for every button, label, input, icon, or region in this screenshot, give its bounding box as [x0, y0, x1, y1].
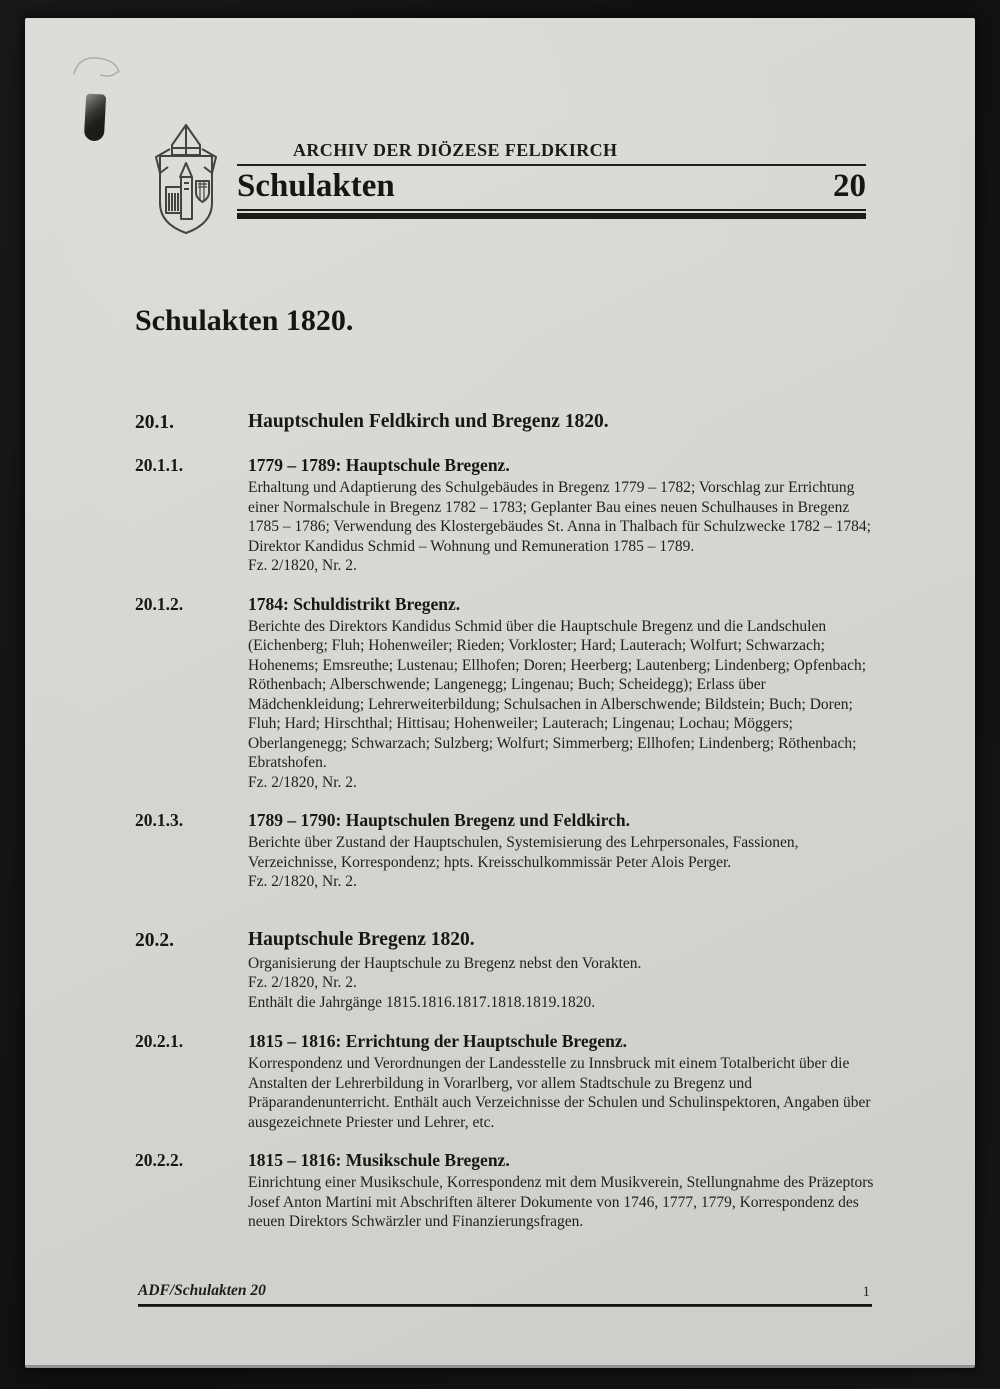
collection-title: Schulakten: [237, 168, 395, 204]
pencil-scribble-mark: [71, 54, 127, 84]
section-paragraph: Berichte des Direktors Kandidus Schmid über die Hauptschule Bregenz und die Landschulen (Eichenberg; Fluh; Hohenweiler; Rieden; Vorkloster; Hard; Lauterach; Wolfurt; Schwarzach; Hohenems; Emsreuthe; Lustenau; Ellhofen; Doren; Heerberg; Lautenberg; Lindenberg; Opfenbach; Röthenbach; Alberschwende; Langenegg; Lingenau; Buch; Scheidegg); Erlass über Mädchenkleidung; Lehrerweiterbildung; Schulsachen in Alberschwende; Bildstein; Buch; Doren; Fluh; Hard; Hirschthal; Hittisau; Hohenweiler; Lauterach; Lingenau; Lochau; Möggers; Oberlangenegg; Schwarzach; Sulzberg; Wolfurt; Simmerberg; Ellhofen; Lindenberg; Röthenbach; Ebratshofen.: [248, 617, 867, 771]
page-footer: [138, 1282, 872, 1307]
footer-rule: [138, 1304, 872, 1307]
section-heading: 1815 – 1816: Errichtung der Hauptschule Bregenz.: [248, 1031, 628, 1051]
section-paragraph: Enthält die Jahrgänge 1815.1816.1817.1818.1819.1820.: [248, 993, 596, 1011]
section-entry: [135, 454, 875, 576]
section-body: [248, 1054, 875, 1132]
section-entry: [135, 410, 875, 436]
document-body: [135, 304, 875, 1249]
section-number: 20.1.1.: [135, 455, 184, 475]
section-group: [135, 928, 875, 1232]
footer-label: ADF/Schulakten 20: [138, 1282, 266, 1299]
section-entry: [135, 1149, 875, 1232]
section-heading: 1779 – 1789: Hauptschule Bregenz.: [248, 455, 510, 475]
collection-number: 20: [833, 168, 866, 204]
section-number: 20.1.: [135, 412, 174, 433]
section-body: [248, 1173, 875, 1232]
section-heading: 1815 – 1816: Musikschule Bregenz.: [248, 1150, 510, 1170]
section-entry: [135, 593, 875, 793]
section-heading: Hauptschulen Feldkirch und Bregenz 1820.: [248, 411, 609, 432]
section-number: 20.1.3.: [135, 810, 184, 830]
section-entry: [135, 1030, 875, 1132]
section-number: 20.2.1.: [135, 1031, 184, 1051]
section-body: [248, 833, 875, 892]
section-entry: [135, 928, 875, 1013]
section-heading: 1784: Schuldistrikt Bregenz.: [248, 593, 461, 614]
section-group: [135, 410, 875, 892]
section-body: [248, 478, 875, 576]
section-number: 20.1.2.: [135, 593, 184, 614]
section-paragraph: Fz. 2/1820, Nr. 2.: [248, 873, 357, 890]
section-paragraph: Berichte über Zustand der Hauptschulen, Systemisierung des Lehrpersonales, Fassionen, Verzeichnisse, Korrespondenz; hpts. Kreisschulkommissär Peter Alois Perger.: [248, 834, 799, 871]
section-paragraph: Organisierung der Hauptschule zu Bregenz nebst den Vorakten.: [248, 954, 642, 972]
diocese-coat-of-arms-logo: [146, 123, 226, 237]
header-rule-double: [237, 209, 866, 219]
section-entry: [135, 809, 875, 892]
section-paragraph: Fz. 2/1820, Nr. 2.: [248, 773, 357, 791]
section-number: 20.2.: [135, 929, 174, 951]
section-paragraph: Einrichtung einer Musikschule, Korrespondenz mit dem Musikverein, Stellungnahme des Präzeptors Josef Anton Martini mit Abschriften älterer Dokumente von 1746, 1777, 1779, Korrespondenz des neuen Direktors Schwärzler und Finanzierungsfragen.: [248, 1174, 874, 1230]
section-paragraph: Erhaltung und Adaptierung des Schulgebäudes in Bregenz 1779 – 1782; Vorschlag zur Errichtung einer Normalschule in Bregenz 1782 – 1783; Geplanter Bau eines neuen Schulhauses in Bregenz 1785 – 1786; Verwendung des Klostergebäudes St. Anna in Thalbach für Schulzwecke 1782 – 1784; Direktor Kandidus Schmid – Wohnung und Remuneration 1785 – 1789.: [248, 479, 871, 555]
archive-name: ARCHIV DER DIÖZESE FELDKIRCH: [293, 140, 618, 160]
section-paragraph: Fz. 2/1820, Nr. 2.: [248, 974, 357, 991]
section-number: 20.2.2.: [135, 1150, 184, 1170]
page-number: 1: [862, 1284, 870, 1300]
section-body: [248, 954, 875, 1013]
page-title: Schulakten 1820.: [135, 304, 354, 337]
section-paragraph: Korrespondenz und Verordnungen der Landesstelle zu Innsbruck mit einem Totalbericht über die Anstalten der Lehrerbildung in Vorarlberg, vor allem Stadtschule zu Bregenz und Präparandenunterricht. Enthält auch Verzeichnisse der Schulen und Schulinspektoren, Angaben über ausgezeichnete Priester und Lehrer, etc.: [248, 1055, 871, 1131]
section-heading: Hauptschule Bregenz 1820.: [248, 928, 475, 950]
section-paragraph: Fz. 2/1820, Nr. 2.: [248, 557, 357, 574]
section-heading: 1789 – 1790: Hauptschulen Bregenz und Feldkirch.: [248, 810, 630, 830]
document-page: [25, 18, 975, 1368]
sections: [135, 410, 875, 1232]
hole-punch-mark: [84, 94, 106, 142]
section-body: [248, 617, 875, 793]
